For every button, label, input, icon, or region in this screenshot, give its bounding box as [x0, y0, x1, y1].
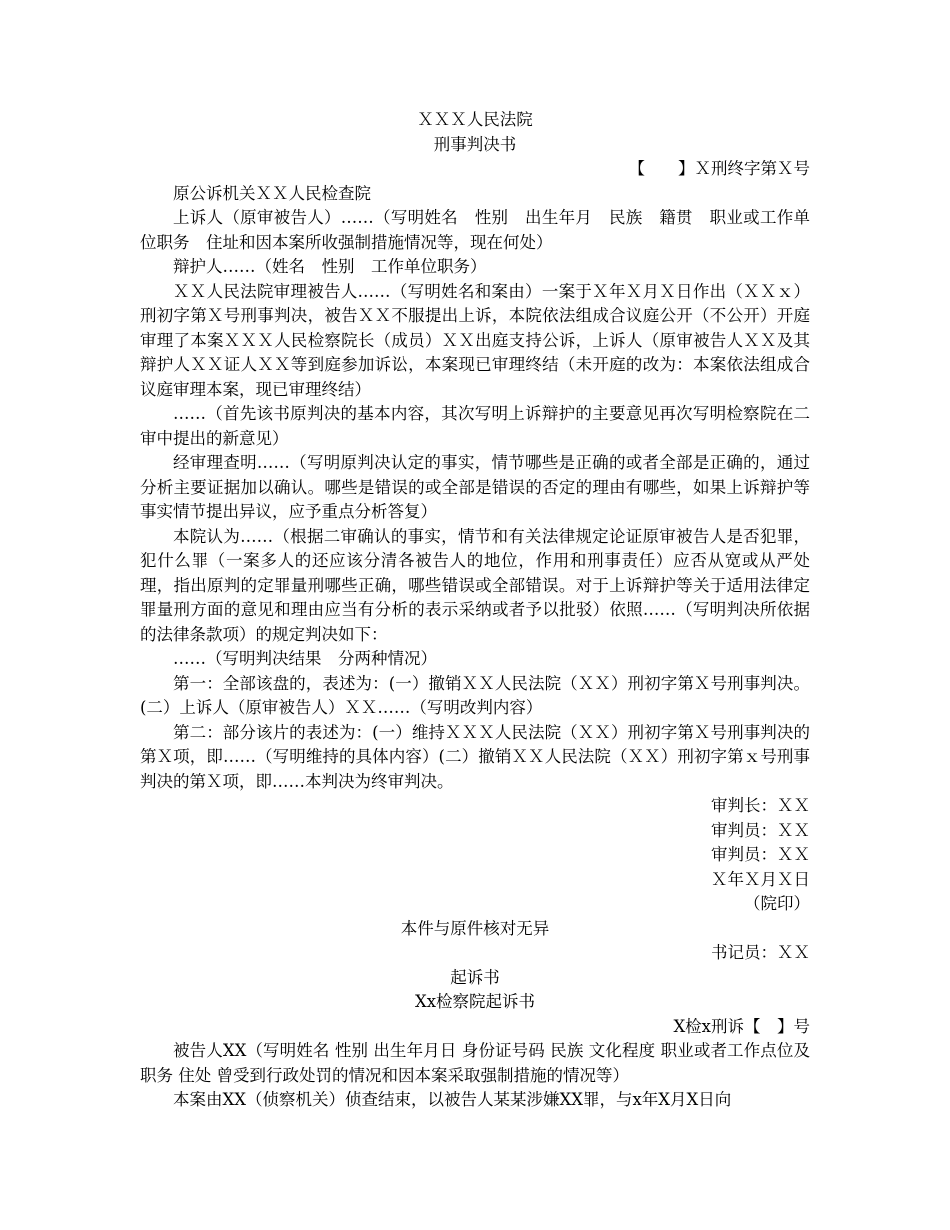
judge-one: 审判员：ＸＸ [711, 820, 810, 840]
judgment-title: 刑事判决书 [433, 134, 517, 154]
judgment-result-intro: ……（写明判决结果 分两种情况） [173, 649, 437, 668]
court-clerk: 书记员：ＸＸ [711, 943, 810, 962]
trial-history: ＸＸ人民法院审理被告人……（写明姓名和案由）一案于Ｘ年Ｘ月Ｘ日作出（ＸＸｘ）刑初字第Ｘ号刑事判决，被告ＸＸ不服提出上诉，本院依法组成合议庭公开（不公开）开庭审理了本案ＸＸＸ人民检察院长（成员）ＸＸ出庭支持公诉，上诉人（原审被告人ＸＸ及其辩护人ＸＸ证人ＸＸ等到庭参加诉讼，本案现已审理终结（未开庭的改为：本案依法组成合议庭审理本案，现已审理终结） [140, 281, 810, 399]
judgment-date: Ｘ年Ｘ月Ｘ日 [711, 869, 810, 889]
presiding-judge: 审判长：ＸＸ [711, 796, 810, 815]
defender-info: 辩护人……（姓名 性别 工作单位职务） [173, 257, 487, 276]
judgment-case-one: 第一：全部该盘的，表述为：(一）撤销ＸＸ人民法院（ＸＸ）刑初字第Ｘ号刑事判决。(二）上诉人（原审被告人）ＸＸ……（写明改判内容） [140, 673, 810, 717]
appellant-info: 上诉人（原审被告人）……（写明姓名 性别 出生年月 民族 籍贯 职业或工作单位职务 住址和因本案所收强制措施情况等，现在何处） [140, 208, 810, 252]
facts-found: 经审理查明……（写明原判决认定的事实，情节哪些是正确的或者全部是正确的，通过分析主要证据加以确认。哪些是错误的或全部是错误的否定的理由有哪些，如果上诉辩护等事实情节提出异议，应予重点分析答复） [140, 453, 810, 521]
indictment-subtitle: Xx检察院起诉书 [414, 992, 536, 1011]
document-page [140, 108, 810, 1113]
judge-two: 审判员：ＸＸ [711, 845, 810, 864]
investigation-summary: 本案由XX（侦察机关）侦查结束，以被告人某某涉嫌XX罪，与x年X月X日向 [173, 1090, 732, 1109]
judgment-case-number: 【 】Ｘ刑终字第Ｘ号 [628, 159, 810, 178]
court-opinion: 本院认为……（根据二审确认的事实，情节和有关法律规定论证原审被告人是否犯罪，犯什么罪（一案多人的还应该分清各被告人的地位，作用和刑事责任）应否从宽或从严处理，指出原判的定罪量刑哪些正确，哪些错误或全部错误。对于上诉辩护等关于适用法律定罪量刑方面的意见和理由应当有分析的表示采纳或者予以批驳）依照……（写明判决所依据的法律条款项）的规定判决如下： [140, 526, 810, 644]
court-seal: （院印） [744, 894, 810, 913]
judgment-case-two: 第二：部分该片的表述为：(一）维持ＸＸＸ人民法院（ＸＸ）刑初字第Ｘ号刑事判决的第Ｘ项，即……（写明维持的具体内容）(二）撤销ＸＸ人民法院（ＸＸ）刑初字第ｘ号刑事判决的第Ｘ项，即……本判决为终审判决。 [140, 722, 810, 791]
prosecution-organ: 原公诉机关ＸＸ人民检查院 [173, 183, 371, 203]
verification-note: 本件与原件核对无异 [400, 918, 550, 938]
indictment-case-number: X检x刑诉【 】号 [673, 1016, 810, 1036]
original-judgment-summary: ……（首先该书原判决的基本内容，其次写明上诉辩护的主要意见再次写明检察院在二审中提出的新意见） [140, 404, 810, 448]
indictment-title: 起诉书 [450, 967, 500, 987]
court-title: ＸＸＸ人民法院 [417, 110, 533, 129]
defendant-info: 被告人XX（写明姓名 性别 出生年月日 身份证号码 民族 文化程度 职业或者工作点位及职务 住处 曾受到行政处罚的情况和因本案采取强制措施的情况等） [140, 1041, 810, 1085]
